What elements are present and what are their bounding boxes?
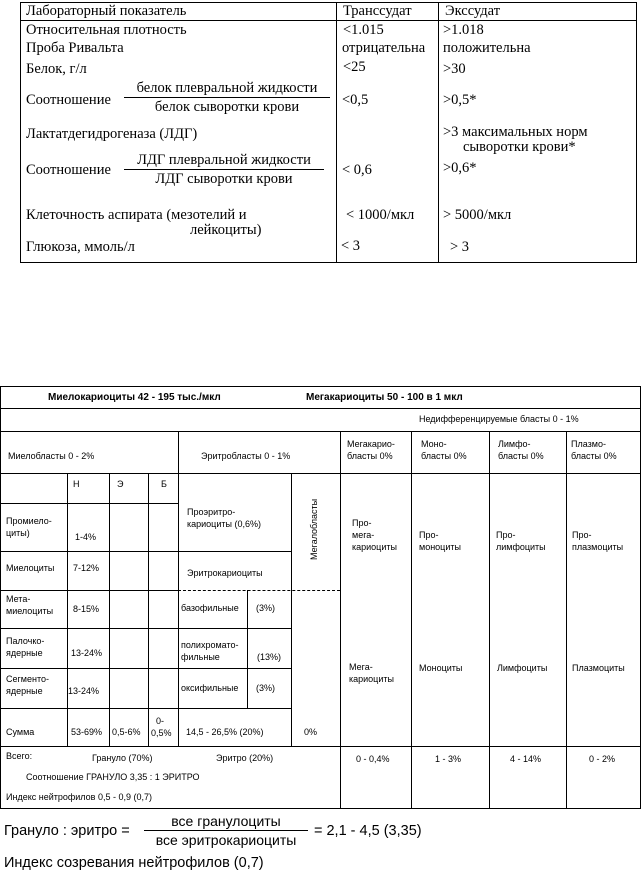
fraction-numerator: белок плевральной жидкости	[136, 80, 318, 96]
row-label: Лактатдегидрогеназа (ЛДГ)	[26, 126, 198, 142]
header-exudate: Экссудат	[445, 3, 501, 19]
transudate-value: <25	[343, 59, 366, 75]
promegakaryocytes-line2: мега-	[352, 530, 375, 540]
polychromatophilic-line1: полихромато-	[181, 640, 239, 650]
exudate-value: >0,6*	[443, 160, 477, 176]
transudate-value: <0,5	[342, 92, 369, 108]
exudate-value: > 3	[450, 239, 470, 255]
exudate-value: >1.018	[443, 22, 484, 38]
transudate-value: отрицательна	[342, 40, 426, 56]
myeloblasts: Миелобласты 0 - 2%	[8, 451, 95, 461]
row-label: Сегменто-	[6, 674, 49, 684]
row-label: Соотношение	[26, 92, 111, 108]
row-label: Миелоциты	[6, 563, 55, 573]
basophilic-pct: (3%)	[256, 603, 276, 613]
prolymphocytes-line1: Про-	[496, 530, 516, 540]
row-label: Белок, г/л	[26, 61, 87, 77]
erythroblasts: Эритробласты 0 - 1%	[201, 451, 291, 461]
basophil-sum-line1: 0-	[156, 716, 165, 726]
lymphoblasts-line1: Лимфо-	[498, 439, 531, 449]
neutrophil-value: 1-4%	[75, 532, 97, 542]
exudate-value: >30	[443, 61, 466, 77]
megaloblasts-pct: 0%	[304, 727, 318, 737]
erythrokaryocytes: Эритрокариоциты	[187, 568, 263, 578]
monoblasts-line1: Моно-	[421, 439, 447, 449]
row-label: Мета-	[6, 594, 31, 604]
polychromatophilic-pct: (13%)	[257, 652, 282, 662]
granulo-total: Грануло (70%)	[92, 753, 153, 763]
exudate-value: > 5000/мкл	[443, 207, 512, 223]
exudate-value: положительна	[443, 40, 531, 56]
header-transudate: Транссудат	[343, 3, 412, 19]
fraction-denominator: белок сыворотки крови	[154, 99, 300, 115]
ldh-ratio-fraction	[124, 152, 324, 187]
plasmablasts-line1: Плазмо-	[571, 439, 606, 449]
monoblasts-line2: бласты 0%	[421, 451, 467, 461]
exudate-value: >0,5*	[443, 92, 477, 108]
row-label: Проба Ривальта	[26, 40, 124, 56]
neutrophil-value: 13-24%	[71, 648, 103, 658]
fraction-numerator: ЛДГ плевральной жидкости	[137, 152, 311, 168]
row-label: Соотношение	[26, 162, 111, 178]
erythro-total: Эритро (20%)	[216, 753, 274, 763]
basophilic: базофильные	[181, 603, 239, 613]
row-label-cont: лейкоциты)	[190, 222, 262, 238]
eosinophil-sum: 0,5-6%	[112, 727, 141, 737]
erythro-sum: 14,5 - 26,5% (20%)	[186, 727, 264, 737]
maturation-index: Индекс созревания нейтрофилов (0,7)	[4, 855, 264, 871]
lymphocytes-total: 4 - 14%	[510, 754, 542, 764]
total-label: Всего:	[6, 751, 33, 761]
megakaryocytes-count: Мегакариоциты 50 - 100 в 1 мкл	[306, 392, 463, 403]
myelokaryocytes-count: Миелокариоциты 42 - 195 тыс./мкл	[48, 392, 221, 403]
neutrophil-index: Индекс нейтрофилов 0,5 - 0,9 (0,7)	[6, 792, 152, 802]
neutrophil-value: 8-15%	[73, 604, 100, 614]
row-label: Клеточность аспирата (мезотелий и	[26, 207, 247, 223]
prolymphocytes-line2: лимфоциты	[496, 542, 546, 552]
col-neutrophil: Н	[73, 479, 80, 489]
megaloblasts-label: Мегалобласты	[309, 498, 319, 560]
megakaryocytes-line1: Мега-	[349, 662, 373, 672]
oxyphilic: оксифильные	[181, 683, 239, 693]
polychromatophilic-line2: фильные	[181, 652, 220, 662]
header-parameter: Лабораторный показатель	[26, 3, 187, 19]
megakaryoblasts-line2: бласты 0%	[347, 451, 393, 461]
proerythrokaryocytes-line2: кариоциты (0,6%)	[187, 519, 261, 529]
transudate-value: < 1000/мкл	[346, 207, 415, 223]
megakaryoblasts-line1: Мегакарио-	[347, 439, 395, 449]
row-label: Промиело-	[6, 516, 52, 526]
row-label-cont: ядерные	[6, 648, 43, 658]
col-basophil: Б	[161, 479, 167, 489]
promonocytes-line1: Про-	[419, 530, 439, 540]
transudate-value: <1.015	[343, 22, 384, 38]
granulo-erythro-ratio: Соотношение ГРАНУЛО 3,35 : 1 ЭРИТРО	[26, 772, 200, 782]
lymphocytes: Лимфоциты	[497, 663, 548, 673]
basophil-sum-line2: 0,5%	[151, 728, 172, 738]
formula-left: Грануло : эритро =	[4, 823, 130, 839]
megakaryocytes-line2: кариоциты	[349, 674, 394, 684]
plasmocytes: Плазмоциты	[572, 663, 625, 673]
formula-denominator: все эритрокариоциты	[155, 832, 297, 848]
row-label: Сумма	[6, 727, 35, 737]
promegakaryocytes-line1: Про-	[352, 518, 372, 528]
row-label-cont: циты)	[6, 528, 30, 538]
row-label: Палочко-	[6, 636, 45, 646]
row-label-cont: миелоциты	[6, 606, 54, 616]
protein-ratio-fraction	[124, 80, 330, 115]
formula-numerator: все гранулоциты	[171, 813, 281, 829]
megakaryocytes-total: 0 - 0,4%	[356, 754, 390, 764]
col-eosinophil: Э	[117, 479, 124, 489]
plasmocytes-total: 0 - 2%	[589, 754, 616, 764]
formula-fraction	[144, 813, 308, 848]
fraction-denominator: ЛДГ сыворотки крови	[155, 171, 293, 187]
transudate-value: < 0,6	[342, 162, 372, 178]
oxyphilic-pct: (3%)	[256, 683, 276, 693]
lymphoblasts-line2: бласты 0%	[498, 451, 544, 461]
proplasmocytes-line1: Про-	[572, 530, 592, 540]
exudate-value: >3 максимальных норм	[443, 124, 588, 140]
row-label-cont: ядерные	[6, 686, 43, 696]
plasmablasts-line2: бласты 0%	[571, 451, 617, 461]
undifferentiated-blasts: Недифференцируемые бласты 0 - 1%	[419, 414, 579, 424]
promegakaryocytes-line3: кариоциты	[352, 542, 397, 552]
proerythrokaryocytes-line1: Проэритро-	[187, 507, 236, 517]
row-label: Глюкоза, ммоль/л	[26, 239, 135, 255]
promonocytes-line2: моноциты	[419, 542, 461, 552]
formula-right: = 2,1 - 4,5 (3,35)	[314, 823, 422, 839]
neutrophil-value: 13-24%	[68, 686, 100, 696]
monocytes-total: 1 - 3%	[435, 754, 462, 764]
exudate-value-cont: сыворотки крови*	[463, 139, 576, 155]
transudate-value: < 3	[341, 238, 361, 254]
monocytes: Моноциты	[419, 663, 463, 673]
neutrophil-sum: 53-69%	[71, 727, 103, 737]
neutrophil-value: 7-12%	[73, 563, 100, 573]
proplasmocytes-line2: плазмоциты	[572, 542, 624, 552]
row-label: Относительная плотность	[26, 22, 187, 38]
